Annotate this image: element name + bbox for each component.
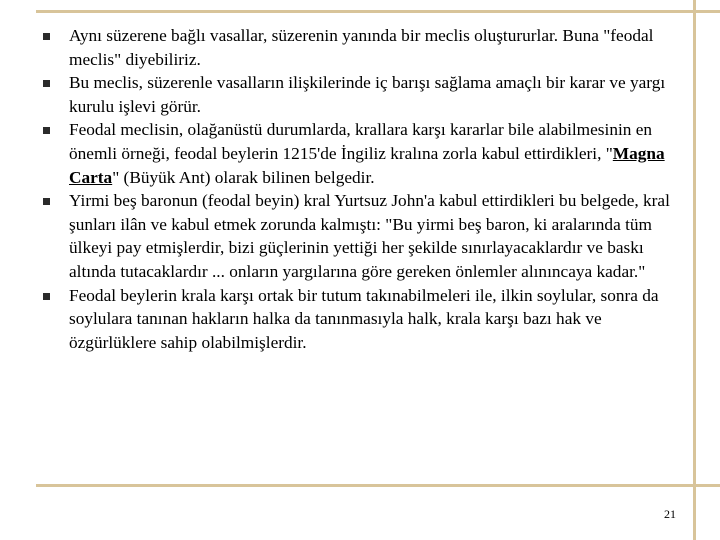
bullet-item-1	[40, 24, 688, 71]
top-rule	[36, 10, 720, 13]
bullet-item-4	[40, 189, 688, 283]
magna-carta-emphasis: Magna Carta	[69, 143, 665, 187]
bullet-list	[40, 24, 688, 354]
bullet-item-5	[40, 284, 688, 355]
bullet-text-4: Yirmi beş baronun (feodal beyin) kral Yurtsuz John'a kabul ettirdikleri bu belgede, kral şunları ilân ve kabul etmek zorunda kalmıştı: "Bu yirmi beş baron, ki aralarında tüm ülkeyi pay etmişlerdir, bizi güçlerinin yettiği her şekilde sınırlayacaklardır ve baskı altında tutacaklardır ... onların yargılarına göre gereken önlemler alınıncaya kadar."	[69, 191, 670, 281]
square-bullet-icon	[43, 33, 50, 40]
bullet-text-2: Bu meclis, süzerenle vasalların ilişkilerinde iç barışı sağlama amaçlı bir karar ve yargı kurulu işlevi görür.	[69, 73, 666, 116]
vertical-rule	[693, 0, 696, 540]
square-bullet-icon	[43, 293, 50, 300]
bullet-item-2	[40, 71, 688, 118]
page-number: 21	[664, 507, 676, 521]
bullet-text-3-after: " (Büyük Ant) olarak bilinen belgedir.	[112, 167, 375, 187]
square-bullet-icon	[43, 198, 50, 205]
square-bullet-icon	[43, 127, 50, 134]
bullet-text-1: Aynı süzerene bağlı vasallar, süzerenin yanında bir meclis oluştururlar. Buna "feodal meclis" diyebiliriz.	[69, 26, 654, 69]
bullet-text-5: Feodal beylerin krala karşı ortak bir tutum takınabilmeleri ile, ilkin soylular, sonra da soylulara tanınan hakların halka da tanınmasıyla halk, krala karşı bazı hak ve özgürlüklere sahip olabilmişlerdir.	[69, 285, 659, 352]
bullet-text-3-before: Feodal meclisin, olağanüstü durumlarda, krallara karşı kararlar bile alabilmesinin en önemli örneği, feodal beylerin 1215'de İngiliz kralına zorla kabul ettirdikleri, "	[69, 120, 653, 163]
bullet-item-3	[40, 118, 688, 189]
square-bullet-icon	[43, 80, 50, 87]
bottom-rule	[36, 484, 720, 487]
